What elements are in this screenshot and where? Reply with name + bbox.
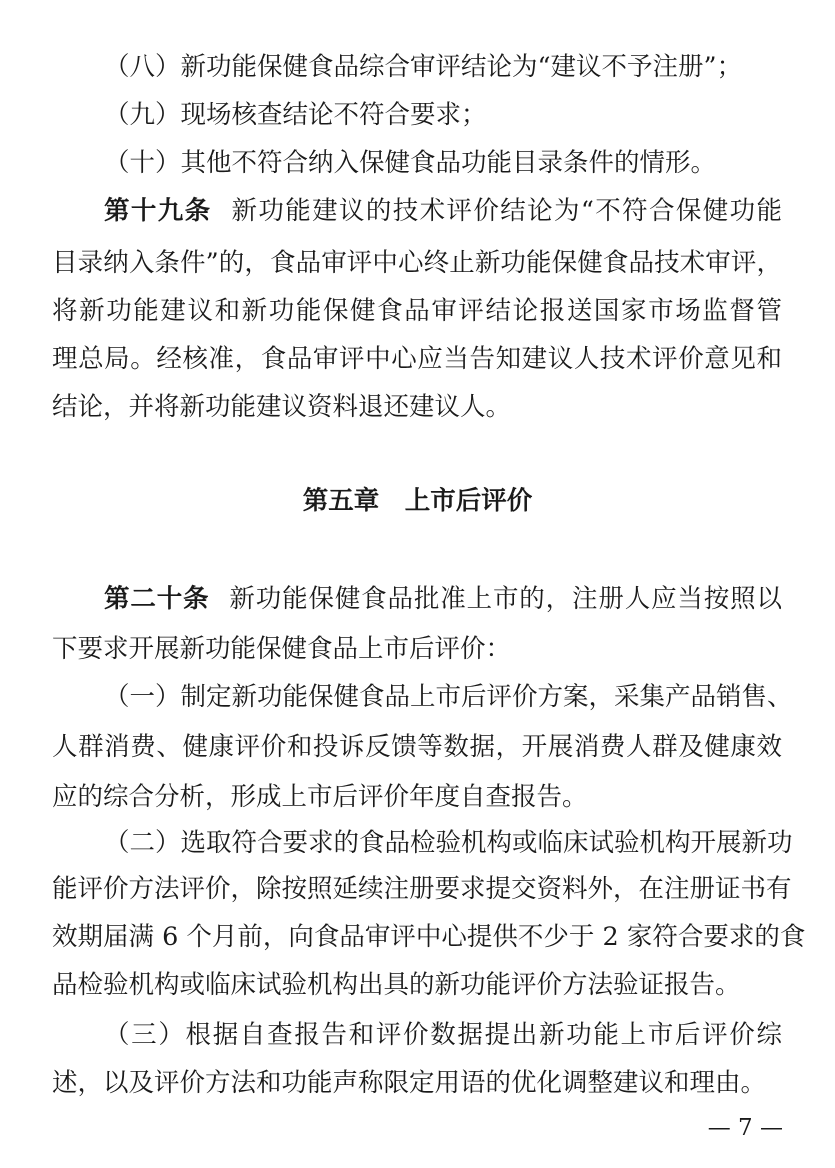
list-item: （九）现场核查结论不符合要求；	[104, 100, 487, 130]
text-line: 人群消费、健康评价和投诉反馈等数据，开展消费人群及健康效	[52, 732, 782, 762]
chapter-heading: 第五章 上市后评价	[302, 486, 533, 516]
text-line: 将新功能建议和新功能保健食品审评结论报送国家市场监督管	[52, 296, 782, 326]
text-line: 应的综合分析，形成上市后评价年度自查报告。	[52, 782, 588, 812]
text-line: 述，以及评价方法和功能声称限定用语的优化调整建议和理由。	[52, 1068, 767, 1098]
article-paragraph	[104, 572, 782, 626]
list-item: （十）其他不符合纳入保健食品功能目录条件的情形。	[104, 148, 717, 178]
page-number: — 7 —	[707, 1115, 783, 1141]
list-item: （二）选取符合要求的食品检验机构或临床试验机构开展新功	[104, 828, 793, 858]
list-item: （一）制定新功能保健食品上市后评价方案，采集产品销售、	[104, 682, 793, 712]
list-item: （三）根据自查报告和评价数据提出新功能上市后评价综	[104, 1020, 782, 1050]
text-line: 目录纳入条件”的，食品审评中心终止新功能保健食品技术审评，	[52, 248, 782, 278]
text-line: 品检验机构或临床试验机构出具的新功能评价方法验证报告。	[52, 970, 741, 1000]
text-line: 能评价方法评价，除按照延续注册要求提交资料外，在注册证书有	[52, 874, 792, 904]
text-line: 下要求开展新功能保健食品上市后评价：	[52, 634, 512, 664]
list-item: （八）新功能保健食品综合审评结论为“建议不予注册”；	[104, 52, 743, 82]
text-line: 新功能建议的技术评价结论为“不符合保健功能	[231, 196, 782, 226]
article-paragraph	[104, 184, 782, 238]
article-label: 第二十条	[104, 584, 210, 614]
text-line: 结论，并将新功能建议资料退还建议人。	[52, 392, 512, 422]
text-line: 效期届满 6 个月前，向食品审评中心提供不少于 2 家符合要求的食	[52, 922, 806, 952]
article-label: 第十九条	[104, 196, 212, 226]
text-line: 新功能保健食品批准上市的，注册人应当按照以	[229, 584, 782, 614]
text-line: 理总局。经核准，食品审评中心应当告知建议人技术评价意见和	[52, 344, 782, 374]
